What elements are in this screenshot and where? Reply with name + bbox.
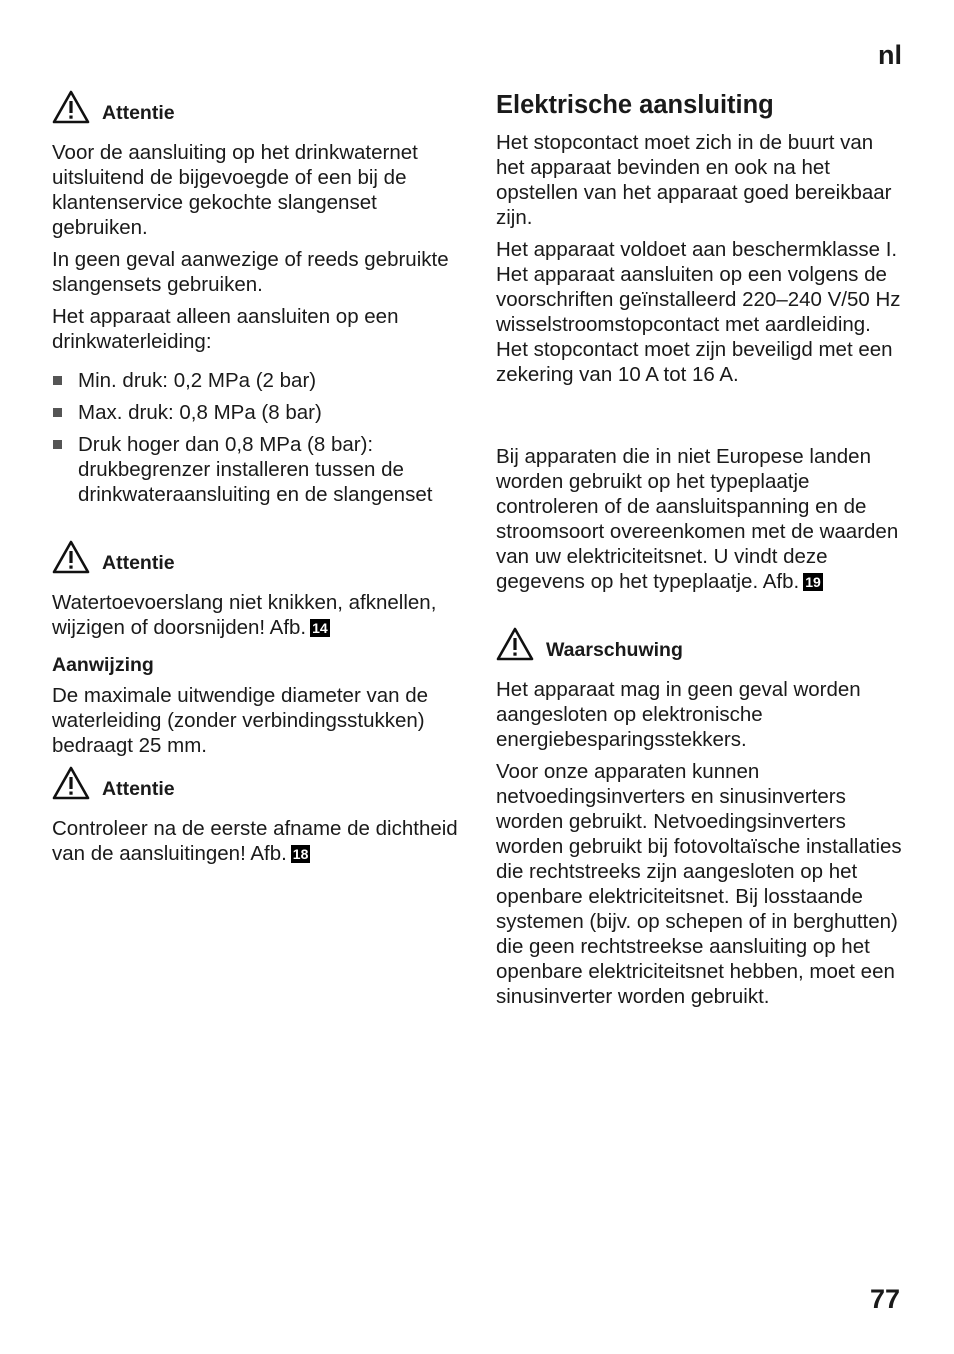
attentie-title-1: Attentie: [102, 102, 175, 124]
attentie-heading-1: [52, 88, 462, 124]
list-item: Druk hoger dan 0,8 MPa (8 bar): drukbegrenzer installeren tussen de drinkwateraansluiting en de slangenset: [52, 432, 462, 507]
attentie-2-text: Watertoevoerslang niet knikken, afknellen, wijzigen of doorsnijden! Afb. 14: [52, 591, 437, 639]
attentie-paragraph-3: Het apparaat alleen aansluiten op een drinkwaterleiding:: [52, 305, 399, 353]
figure-reference: 18: [292, 846, 309, 862]
language-code: nl: [878, 40, 902, 70]
warning-triangle-icon: [52, 90, 90, 124]
waarschuwing-title: Waarschuwing: [546, 639, 683, 661]
bullet-square-icon: [53, 408, 62, 417]
attentie-title-2: Attentie: [102, 552, 175, 574]
waarschuwing-heading: [496, 625, 906, 661]
attentie-title-3: Attentie: [102, 778, 175, 800]
waarschuwing-paragraph-2: Voor onze apparaten kunnen netvoedingsinverters en sinusinverters worden gebruikt. Netvoedingsinverters worden gebruikt bij fotovoltaïsche installaties die rechtstreeks zijn aangesloten op het openbare elektriciteitsnet. Bij losstaande systemen (bijv. op schepen of in berghutten) die geen rechtstreekse aansluiting op het openbare elektriciteitsnet hebben, moet een sinusinverter worden gebruikt.: [496, 760, 902, 1008]
figure-reference: 19: [805, 574, 821, 590]
warning-triangle-icon: [52, 766, 90, 800]
warning-triangle-icon: [496, 627, 534, 661]
waarschuwing-paragraph-1: Het apparaat mag in geen geval worden aangesloten op elektronische energiebesparingsstekkers.: [496, 678, 861, 751]
attentie-heading-3: [52, 764, 462, 800]
figure-reference: 14: [312, 620, 328, 636]
bullet-square-icon: [53, 376, 62, 385]
attentie-paragraph-1: Voor de aansluiting op het drinkwaternet uitsluitend de bijgevoegde of een bij de klantenservice gekochte slangenset gebruiken.: [52, 141, 418, 239]
attentie-paragraph-2: In geen geval aanwezige of reeds gebruikte slangensets gebruiken.: [52, 248, 449, 296]
attentie-3-text: Controleer na de eerste afname de dichtheid van de aansluitingen! Afb. 18: [52, 817, 458, 865]
pressure-list: [52, 368, 462, 514]
electrical-paragraph-2: Het apparaat voldoet aan beschermklasse I. Het apparaat aansluiten op een volgens de voorschriften geïnstalleerd 220–240 V/50 Hz wisselstroomstopcontact met aardleiding. Het stopcontact moet zijn beveiligd met een zekering van 10 A tot 16 A.: [496, 238, 901, 386]
list-item: Max. druk: 0,8 MPa (8 bar): [52, 400, 462, 425]
electrical-paragraph-1: Het stopcontact moet zich in de buurt van het apparaat bevinden en ook na het opstellen van het apparaat goed bereikbaar zijn.: [496, 131, 892, 229]
warning-triangle-icon: [52, 540, 90, 574]
aanwijzing-text: De maximale uitwendige diameter van de waterleiding (zonder verbindingsstukken) bedraagt 25 mm.: [52, 684, 429, 757]
page-number: 77: [870, 1284, 901, 1314]
aanwijzing-heading: Aanwijzing: [52, 654, 154, 676]
list-item: Min. druk: 0,2 MPa (2 bar): [52, 368, 462, 393]
section-heading: Elektrische aansluiting: [496, 91, 774, 119]
electrical-paragraph-3: Bij apparaten die in niet Europese landen worden gebruikt op het typeplaatje controleren of de aansluitspanning en de stroomsoort overeenkomen met de waarden van uw elektriciteitsnet. U vindt deze gegevens op het typeplaatje. Afb. 19: [496, 445, 899, 593]
bullet-square-icon: [53, 440, 62, 449]
attentie-heading-2: [52, 538, 462, 574]
